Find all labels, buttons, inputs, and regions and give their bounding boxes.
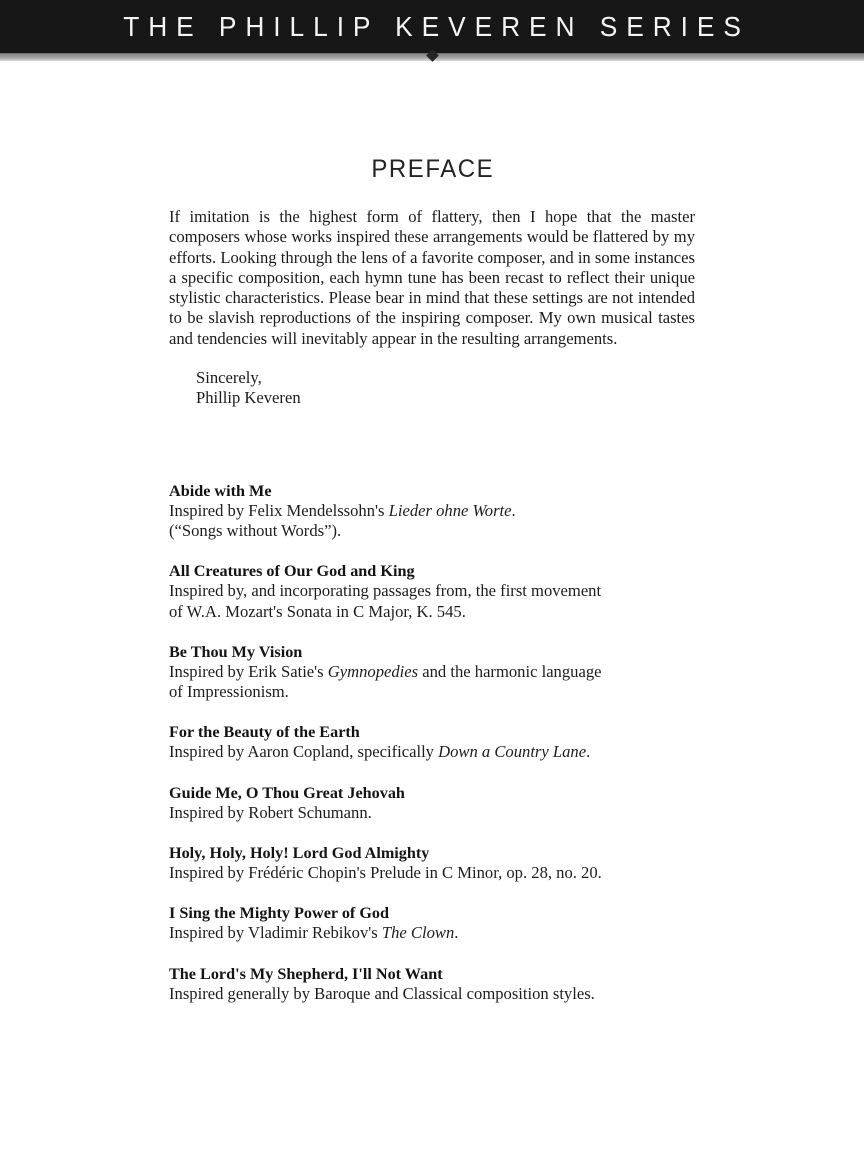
song-description-pre: Inspired by Aaron Copland, specifically [169, 742, 439, 762]
song-description [169, 984, 695, 1004]
song-description-line2: of W.A. Mozart's Sonata in C Major, K. 545. [169, 601, 466, 621]
page-content [169, 0, 695, 1004]
song-description-pre: Inspired generally by Baroque and Classical composition styles. [169, 983, 595, 1003]
song-title: For the Beauty of the Earth [169, 723, 360, 742]
song-description [169, 863, 695, 883]
song-work-title: Down a Country Lane [438, 742, 587, 762]
song-description-post: . [511, 500, 516, 520]
song-notes-list [169, 409, 695, 1004]
signature-block [169, 349, 695, 409]
song-description-post: . [586, 742, 591, 762]
list-item [169, 561, 695, 622]
song-title: The Lord's My Shepherd, I'll Not Want [169, 964, 443, 983]
preface-body-text: If imitation is the highest form of flattery, then I hope that the master composers whose works inspired these arrangements would be flattered by my efforts. Looking through the lens of a favorite composer, and in some instances a specific composition, each hymn tune has been recast to reflect their unique stylistic characteristics. Please bear in mind that these settings are not intended to be slavish reproductions of the inspiring composer. My own musical tastes and tendencies will inevitably appear in the resulting arrangements. [169, 207, 695, 348]
list-item [169, 964, 695, 1004]
song-description [169, 501, 695, 542]
song-title: I Sing the Mighty Power of God [169, 904, 390, 923]
list-item [169, 722, 695, 762]
list-item [169, 481, 695, 542]
song-description [169, 923, 695, 943]
song-title: Guide Me, O Thou Great Jehovah [169, 783, 405, 802]
closing-line: Sincerely, [196, 368, 262, 388]
song-description [169, 742, 695, 762]
song-description [169, 662, 695, 703]
list-item [169, 642, 695, 703]
song-description-post: . [454, 923, 459, 943]
song-description [169, 581, 695, 622]
page-title: PREFACE [371, 155, 495, 183]
signature-name: Phillip Keveren [196, 388, 301, 408]
series-title: THE PHILLIP KEVEREN SERIES [123, 10, 750, 42]
song-title: Be Thou My Vision [169, 642, 303, 661]
song-title: All Creatures of Our God and King [169, 562, 415, 581]
song-work-title: Lieder ohne Worte [388, 500, 512, 520]
song-title: Abide with Me [169, 481, 272, 500]
song-description-line2: (“Songs without Words”). [169, 520, 342, 540]
song-description-pre: Inspired by Frédéric Chopin's Prelude in C Minor, op. 28, no. 20. [169, 863, 602, 883]
song-work-title: Gymnopedies [327, 661, 419, 681]
song-description-pre: Inspired by, and incorporating passages from, the first movement [169, 581, 602, 601]
song-work-title: The Clown [381, 923, 455, 943]
song-title: Holy, Holy, Holy! Lord God Almighty [169, 844, 430, 863]
song-description-post: and the harmonic language [418, 661, 602, 681]
song-description-pre: Inspired by Vladimir Rebikov's [169, 923, 382, 943]
song-description [169, 803, 695, 823]
list-item [169, 903, 695, 943]
list-item [169, 783, 695, 823]
list-item [169, 843, 695, 883]
song-description-pre: Inspired by Felix Mendelssohn's [169, 500, 389, 520]
song-description-pre: Inspired by Erik Satie's [169, 661, 328, 681]
song-description-line2: of Impressionism. [169, 682, 289, 702]
song-description-pre: Inspired by Robert Schumann. [169, 802, 372, 822]
